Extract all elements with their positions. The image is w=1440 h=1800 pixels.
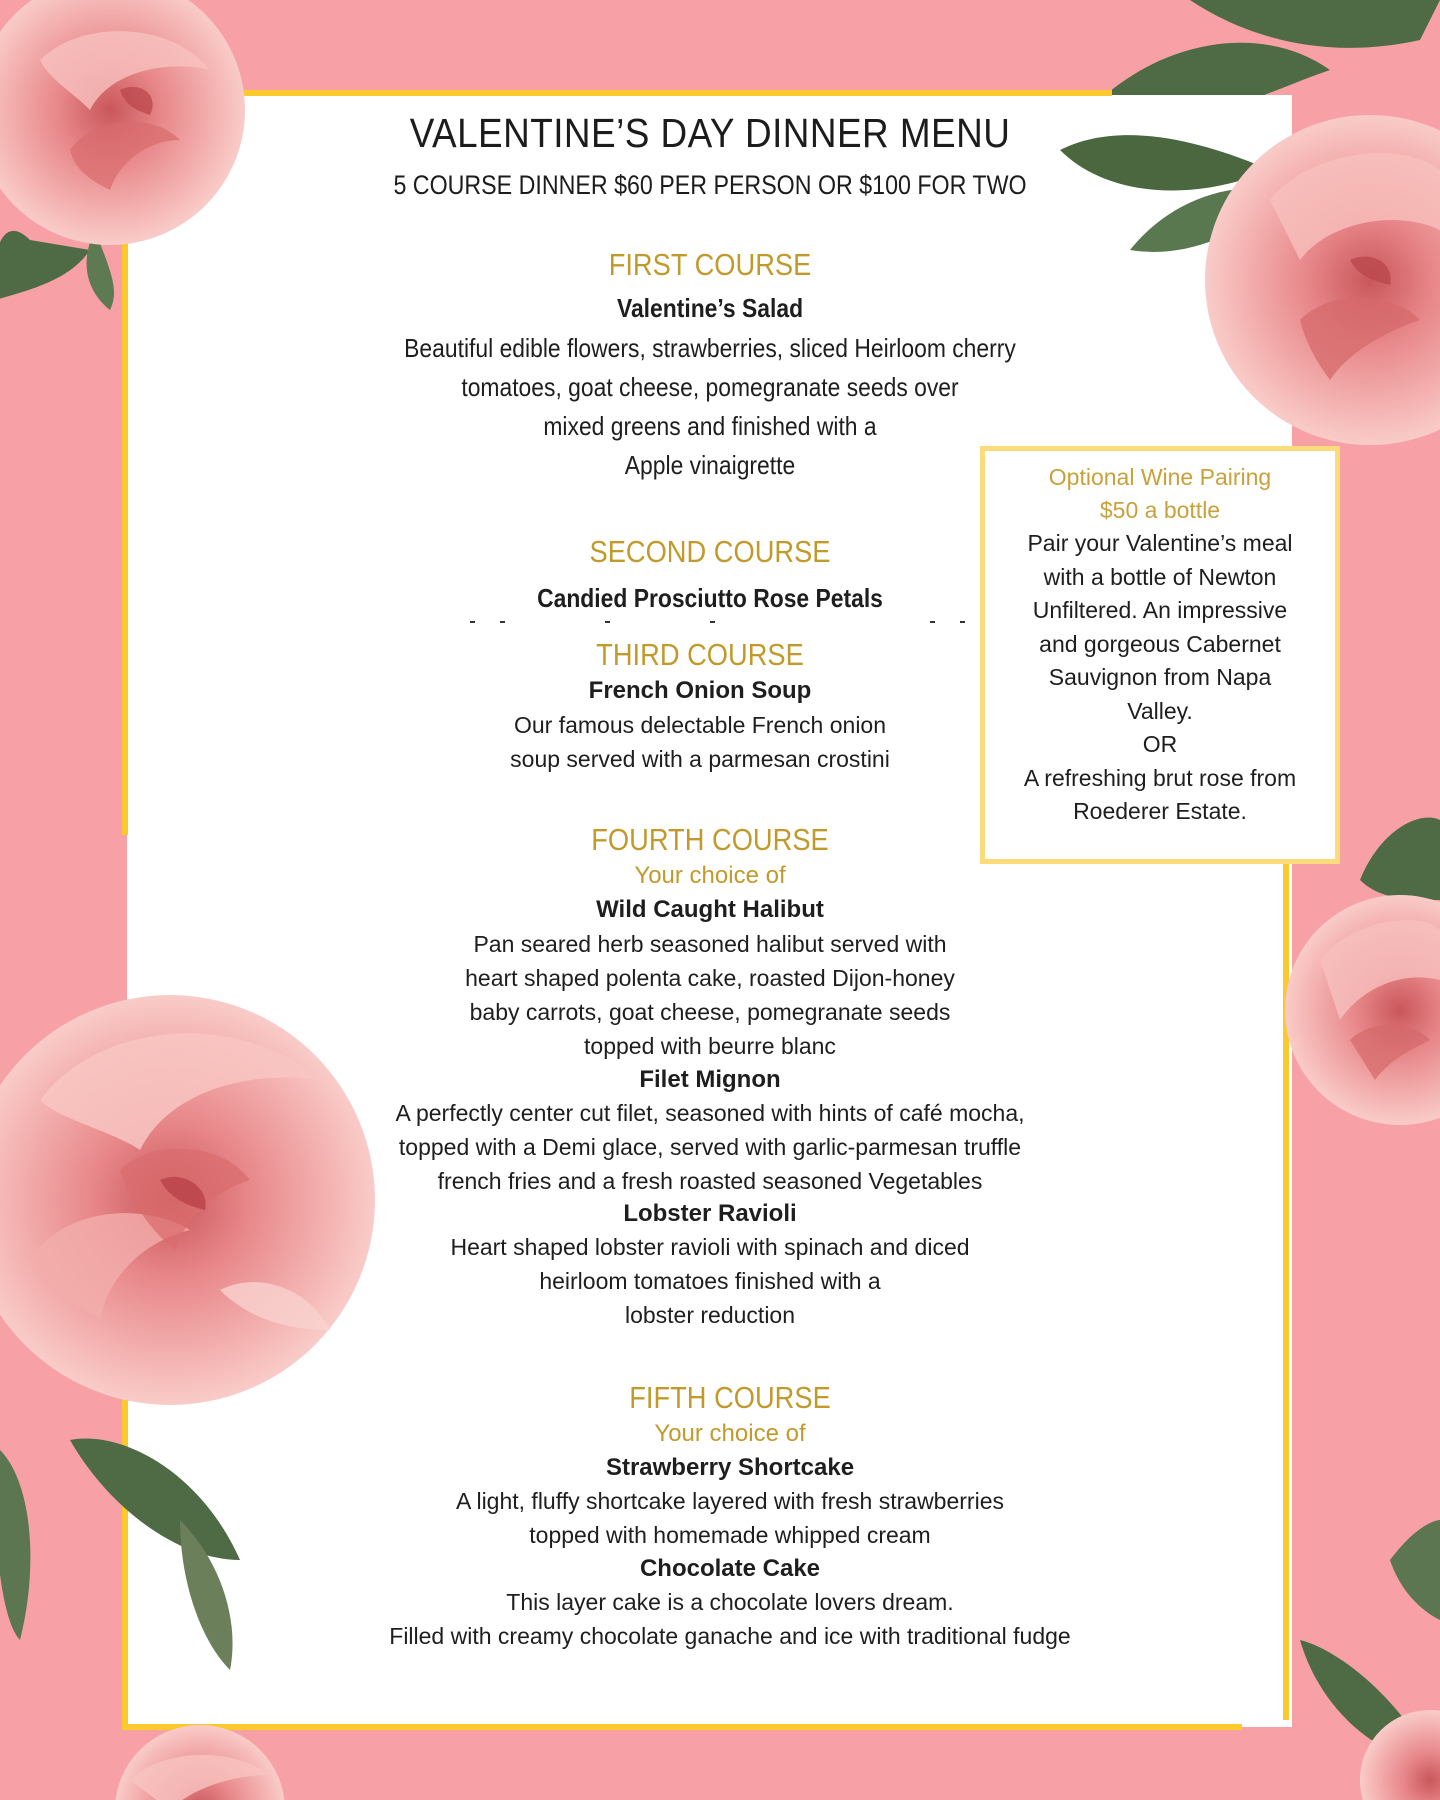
second-course-dish: Candied Prosciutto Rose Petals: [537, 583, 883, 613]
description-line: Heart shaped lobster ravioli with spinach and diced: [450, 1234, 970, 1260]
first-course-heading: FIRST COURSE: [608, 247, 812, 282]
wine-line: Valley.: [1127, 697, 1193, 724]
third-course-dish: French Onion Soup: [588, 677, 812, 704]
wine-line: OR: [1142, 731, 1178, 757]
wine-line: Unfiltered. An impressive: [1032, 597, 1288, 623]
description-line: topped with beurre blanc: [584, 1033, 836, 1059]
fifth-course-heading: FIFTH COURSE: [629, 1380, 831, 1415]
description-line: A light, fluffy shortcake layered with fresh strawberries: [456, 1488, 1004, 1514]
description-line: Apple vinaigrette: [624, 450, 796, 480]
description-line: Beautiful edible flowers, strawberries, sliced Heirloom cherry: [404, 333, 1016, 363]
description-line: topped with a Demi glace, served with garlic-parmesan truffle: [398, 1134, 1022, 1160]
second-course-heading: SECOND COURSE: [589, 534, 831, 569]
description-line: tomatoes, goat cheese, pomegranate seeds over: [461, 372, 959, 402]
description-line: Filled with creamy chocolate ganache and ice with traditional fudge: [389, 1623, 1071, 1649]
description-line: soup served with a parmesan crostini: [510, 746, 890, 772]
description-line: Our famous delectable French onion: [513, 712, 887, 738]
description-line: lobster reduction: [624, 1302, 796, 1328]
wine-pairing-price: $50 a bottle: [1099, 497, 1221, 523]
description-line: french fries and a fresh roasted seasoned Vegetables: [437, 1168, 983, 1194]
description-line: Pan seared herb seasoned halibut served with: [473, 931, 947, 957]
third-course-heading: THIRD COURSE: [596, 637, 804, 672]
fourth-course-halibut-description: [270, 927, 1150, 1063]
wine-line: Sauvignon from Napa: [1048, 664, 1272, 690]
wine-line: A refreshing brut rose from: [1023, 764, 1297, 791]
fourth-course-filet-description: [230, 1096, 1190, 1198]
description-line: This layer cake is a chocolate lovers dream.: [506, 1589, 954, 1615]
wine-line: Roederer Estate.: [1073, 798, 1247, 824]
menu-subtitle: 5 COURSE DINNER $60 PER PERSON OR $100 FOR TWO: [393, 170, 1027, 200]
fourth-course-option-halibut: Wild Caught Halibut: [596, 896, 824, 923]
description-line: topped with homemade whipped cream: [529, 1522, 931, 1548]
description-line: heirloom tomatoes finished with a: [539, 1268, 881, 1294]
fourth-course-choice: Your choice of: [634, 862, 786, 889]
fifth-course-shortcake-description: [290, 1484, 1170, 1552]
fourth-course-heading: FOURTH COURSE: [591, 822, 829, 857]
wine-pairing-heading: Optional Wine Pairing: [1048, 464, 1272, 490]
fifth-course-chocolate-cake-description: [230, 1585, 1230, 1653]
fifth-course-choice: Your choice of: [654, 1420, 806, 1447]
description-line: baby carrots, goat cheese, pomegranate seeds: [469, 999, 951, 1025]
fifth-course-option-chocolate-cake: Chocolate Cake: [639, 1555, 821, 1582]
wine-pairing-box: [980, 446, 1340, 864]
description-line: mixed greens and finished with a: [543, 411, 877, 441]
fifth-course-option-shortcake: Strawberry Shortcake: [605, 1454, 855, 1481]
fourth-course-option-ravioli: Lobster Ravioli: [623, 1200, 797, 1227]
fourth-course-option-filet: Filet Mignon: [639, 1066, 781, 1093]
description-line: A perfectly center cut filet, seasoned with hints of café mocha,: [395, 1100, 1025, 1126]
wine-line: with a bottle of Newton: [1043, 563, 1277, 590]
fourth-course-ravioli-description: [270, 1230, 1150, 1332]
menu-title: VALENTINE’S DAY DINNER MENU: [409, 110, 1011, 156]
first-course-dish: Valentine’s Salad: [616, 293, 804, 323]
description-line: heart shaped polenta cake, roasted Dijon-honey: [465, 965, 955, 991]
wine-line: and gorgeous Cabernet: [1039, 630, 1281, 657]
wine-pairing-text: [985, 527, 1335, 829]
wine-line: Pair your Valentine’s meal: [1027, 530, 1293, 556]
